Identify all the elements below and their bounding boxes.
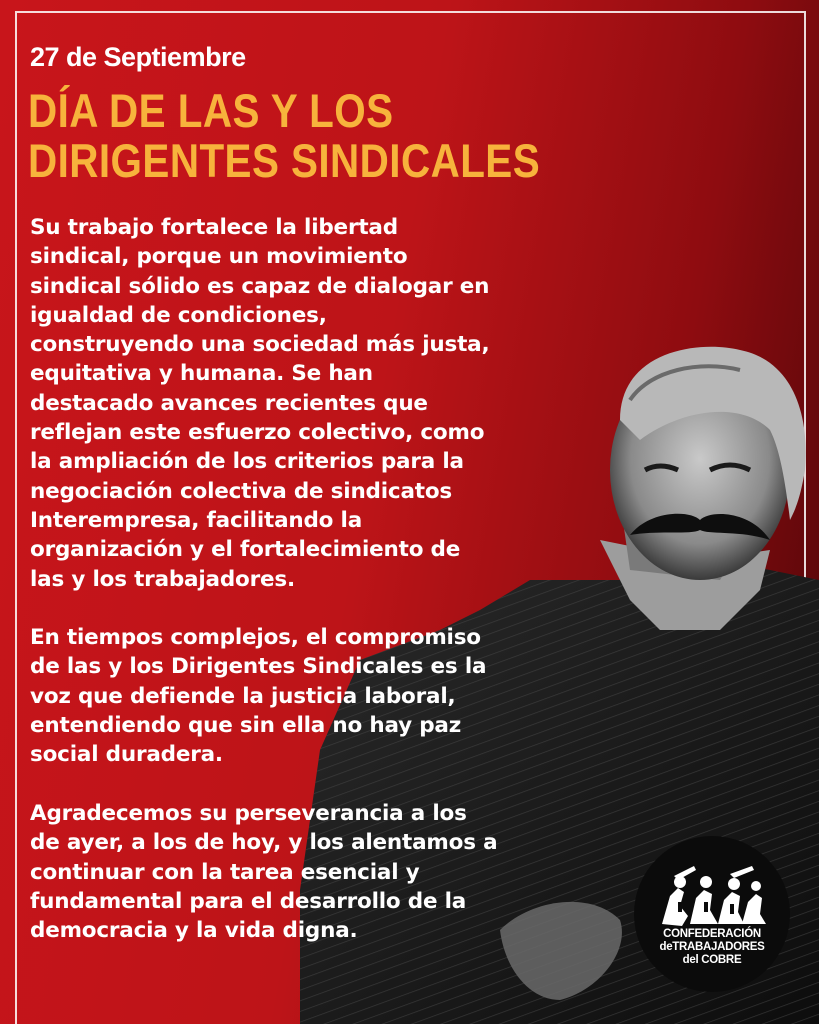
title-line-1: DÍA DE LAS Y LOS: [28, 84, 394, 137]
text-line: En tiempos complejos, el compromiso: [30, 625, 481, 651]
paragraph-3: [30, 799, 590, 945]
text-line: fundamental para el desarrollo de la: [30, 888, 467, 914]
workers-logo-icon: [634, 836, 790, 992]
text-line: Su trabajo fortalece la libertad: [30, 215, 398, 240]
text-line: las y los trabajadores.: [30, 566, 295, 592]
text-line: destacado avances recientes que: [30, 390, 428, 416]
logo-text: [634, 928, 790, 967]
text-line: negociación colectiva de sindicatos: [30, 478, 453, 504]
logo-line-3: del COBRE: [682, 954, 742, 966]
title-line-2: DIRIGENTES SINDICALES: [28, 134, 541, 187]
text-line: equitativa y humana. Se han: [30, 361, 373, 387]
confederation-logo: [634, 836, 790, 992]
page-title: [28, 86, 630, 186]
text-line: social duradera.: [30, 742, 223, 768]
text-line: de ayer, a los de hoy, y los alentamos a: [30, 830, 498, 856]
text-line: entendiendo que sin ella no hay paz: [30, 713, 462, 739]
logo-line-2: deTRABAJADORES: [659, 941, 765, 953]
text-line: construyendo una sociedad más justa,: [30, 332, 490, 358]
logo-line-1: CONFEDERACIÓN: [663, 928, 761, 940]
paragraph-1: [30, 213, 590, 594]
paragraph-2: [30, 623, 590, 769]
text-line: organización y el fortalecimiento de: [30, 537, 461, 563]
text-line: voz que defiende la justicia laboral,: [30, 683, 456, 709]
text-line: igualdad de condiciones,: [30, 302, 327, 328]
text-line: de las y los Dirigentes Sindicales es la: [30, 654, 487, 680]
body-text: [30, 213, 590, 975]
text-line: la ampliación de los criterios para la: [30, 449, 464, 475]
text-line: sindical, porque un movimiento: [30, 244, 408, 270]
date-label: 27 de Septiembre: [30, 42, 246, 72]
text-line: sindical sólido es capaz de dialogar en: [30, 273, 490, 299]
text-line: democracia y la vida digna.: [30, 918, 358, 944]
text-line: reflejan este esfuerzo colectivo, como: [30, 420, 485, 446]
text-line: Interempresa, facilitando la: [30, 507, 363, 533]
text-line: Agradecemos su perseverancia a los: [30, 800, 467, 826]
text-line: continuar con la tarea esencial y: [30, 859, 420, 885]
